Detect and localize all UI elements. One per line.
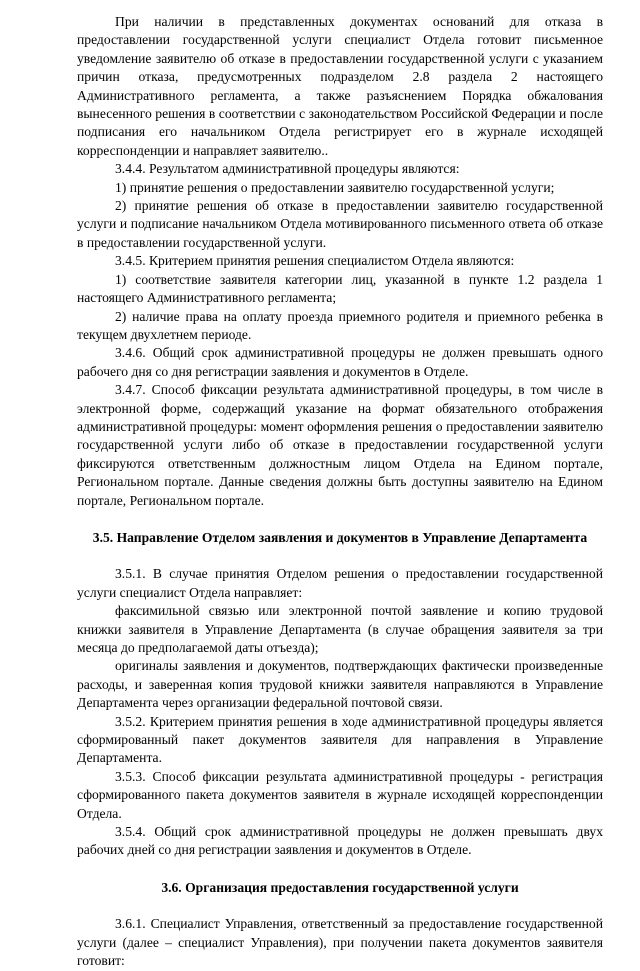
paragraph-3-6-1: 3.6.1. Специалист Управления, ответственный за предоставление государственной услуги (далее – специалист Управления), при получении пакета документов заявителя готовит:: [77, 916, 603, 969]
document-page: [77, 13, 603, 971]
paragraph-3-4-6: 3.4.6. Общий срок административной процедуры не должен превышать одного рабочего дня со дня регистрации заявления и документов в Отделе.: [77, 345, 603, 379]
paragraph-3-4-5-item-1: 1) соответствие заявителя категории лиц, указанной в пункте 1.2 раздела 1 настоящего Административного регламента;: [77, 271, 603, 306]
paragraph-3-4-4-item-2: 2) принятие решения об отказе в предоставлении заявителю государственной услуги и подписание начальником Отдела мотивированного письменного ответа об отказе в предоставлении государственной услуги.: [77, 198, 603, 250]
paragraph-3-5-1-fax: факсимильной связью или электронной почтой заявление и копию трудовой книжки заявителя в Управление Департамента (в случае обращения заявителя за три месяца до предполагаемой даты отъезда);: [77, 603, 603, 655]
paragraph-3-5-2: 3.5.2. Критерием принятия решения в ходе административной процедуры является сформированный пакет документов заявителя для направления в Управление Департамента.: [77, 713, 603, 766]
paragraph-3-4-7: 3.4.7. Способ фиксации результата административной процедуры, в том числе в электронной форме, содержащий указание на формат обязательного отображения административной процедуры: момент оформления решения о предоставлении заявителю государственной услуги либо об отказе в предоставлении государственной услуги фиксируются ответственным должностным лицом Отдела на Едином портале, Региональном портале. Данные сведения должны быть доступны заявителю на Едином портале, Региональном портале.: [77, 382, 603, 508]
heading-section-3-6: 3.6. Организация предоставления государственной услуги: [161, 879, 519, 895]
paragraph-3-5-3: 3.5.3. Способ фиксации результата административной процедуры - регистрация сформированного пакета документов заявителя в журнале исходящей корреспонденции Отдела.: [77, 768, 603, 821]
paragraph-3-4-4-item-1: 1) принятие решения о предоставлении заявителю государственной услуги;: [115, 179, 555, 195]
paragraph-3-5-1-originals: оригиналы заявления и документов, подтверждающих фактически произведенные расходы, и заверенная копия трудовой книжки заявителя направляются в Управление Департамента через организации федеральной почтовой связи.: [77, 658, 603, 711]
heading-section-3-5: 3.5. Направление Отделом заявления и документов в Управление Департамента: [92, 529, 588, 545]
paragraph-3-5-1: 3.5.1. В случае принятия Отделом решения о предоставлении государственной услуги специалист Отдела направляет:: [77, 566, 603, 600]
paragraph-3-4-4: 3.4.4. Результатом административной процедуры являются:: [115, 161, 460, 177]
spacer: [77, 860, 603, 879]
spacer: [77, 547, 603, 565]
paragraph-3-4-5: 3.4.5. Критерием принятия решения специалистом Отдела являются:: [115, 253, 515, 269]
spacer: [77, 510, 603, 529]
paragraph-3-4-5-item-2: 2) наличие права на оплату проезда приемного родителя и приемного ребенка в текущем двухлетнем периоде.: [77, 308, 603, 342]
spacer: [77, 897, 603, 915]
paragraph-3-5-4: 3.5.4. Общий срок административной процедуры не должен превышать двух рабочих дней со дня регистрации заявления и документов в Отделе.: [77, 824, 603, 858]
paragraph-refusal-notice: При наличии в представленных документах оснований для отказа в предоставлении государственной услуги специалист Отдела готовит письменное уведомление заявителю об отказе в предоставлении государственной услуги с указанием причин отказа, предусмотренных подразделом 2.8 раздела 2 настоящего Административного регламента, а также разъяснением Порядка обжалования вынесенного решения в соответствии с законодательством Российской Федерации и после подписания его начальником Отдела регистрирует его в журнале исходящей корреспонденции и направляет заявителю..: [77, 14, 603, 158]
